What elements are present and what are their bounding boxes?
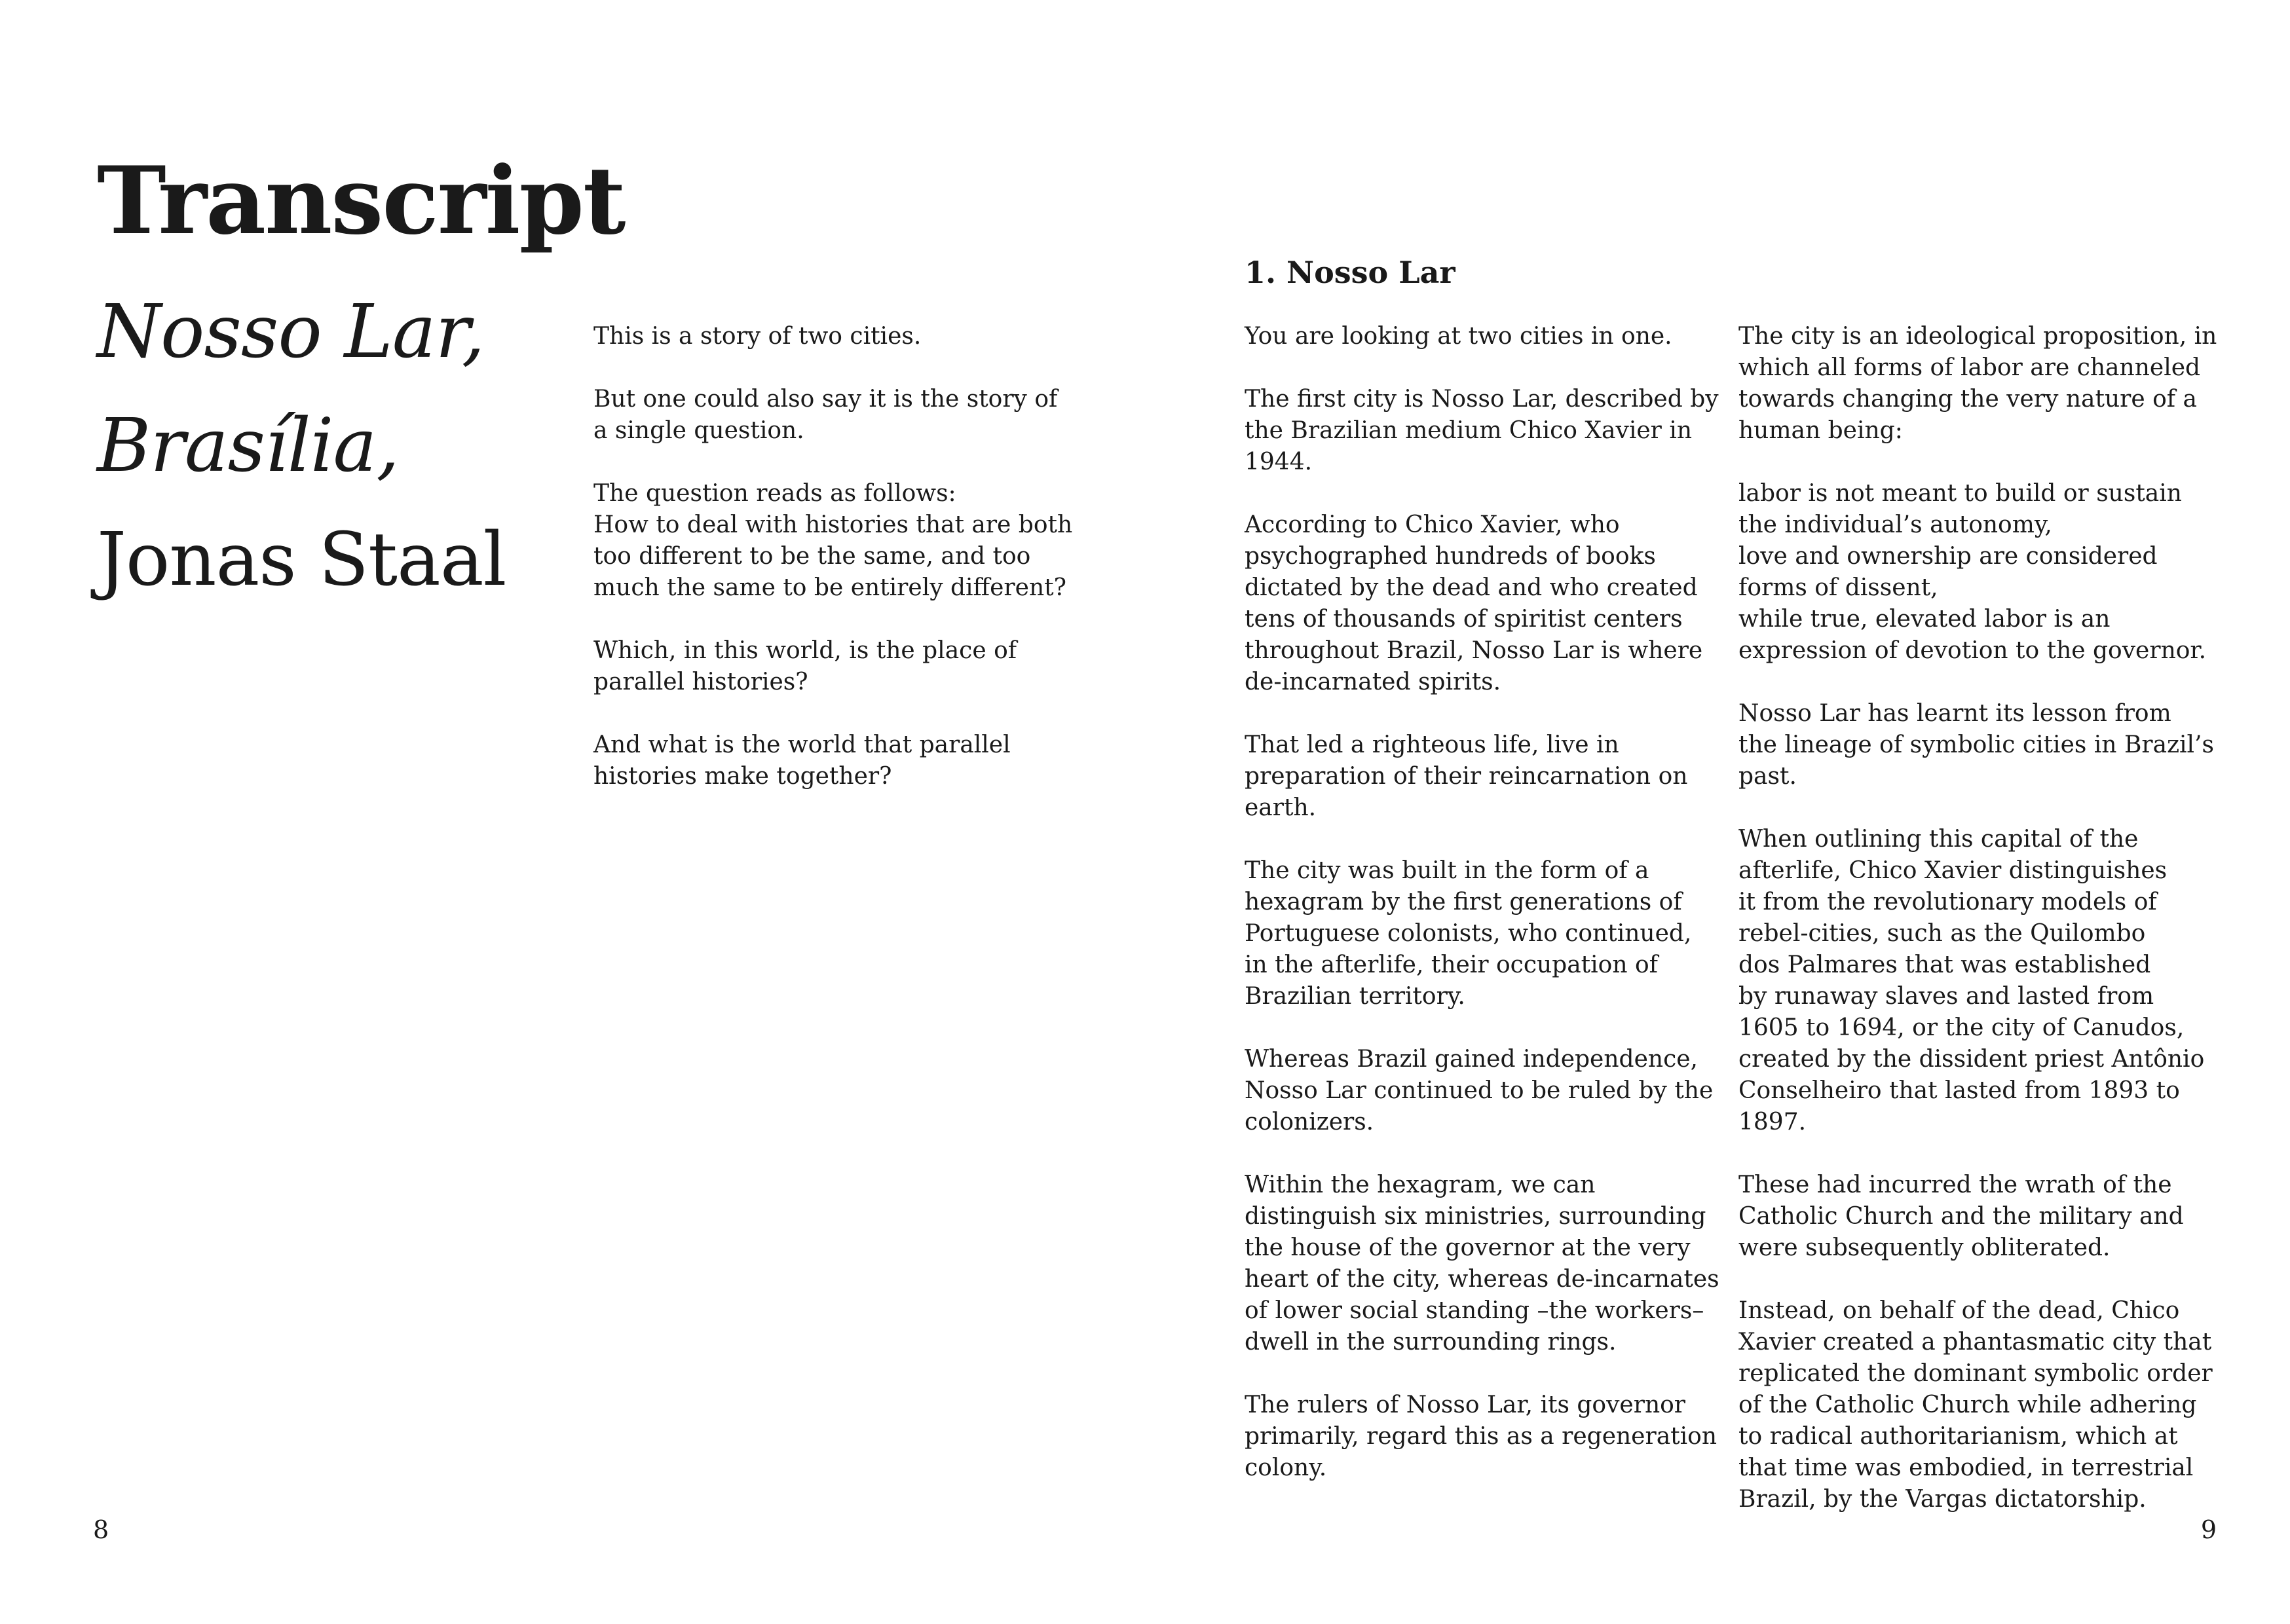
body-paragraph: The city was built in the form of a hexagram by the first generations of Portuguese colonists, who continued, in the afterlife, their occupation of Brazilian territory. [1245, 857, 1692, 1010]
body-paragraph: The city is an ideological proposition, in which all forms of labor are channeled towards changing the very nature of a human being: [1738, 323, 2217, 444]
subtitle-line-nosso-lar: Nosso Lar, [97, 289, 485, 375]
page-number-left: 8 [93, 1515, 109, 1544]
body-paragraph: The rulers of Nosso Lar, its governor primarily, regard this as a regeneration colony. [1245, 1392, 1718, 1481]
body-paragraph: Instead, on behalf of the dead, Chico Xavier created a phantasmatic city that replicated the dominant symbolic order of the Catholic Church while adhering to radical authoritarianism, which at that time was embodied, in terrestrial Brazil, by the Vargas dictatorship. [1738, 1297, 2213, 1513]
intro-paragraph: But one could also say it is the story of a single question. [593, 386, 1058, 444]
body-paragraph: You are looking at two cities in one. [1245, 323, 1672, 350]
intro-paragraph: And what is the world that parallel histories make together? [593, 731, 1011, 790]
body-column-1 [1245, 321, 1729, 1515]
body-paragraph: The first city is Nosso Lar, described by the Brazilian medium Chico Xavier in 1944. [1245, 386, 1719, 475]
body-column-2 [1738, 321, 2223, 1547]
page-title: Transcript [97, 147, 625, 255]
section-heading: 1. Nosso Lar [1245, 255, 1455, 290]
body-paragraph: When outlining this capital of the afterlife, Chico Xavier distinguishes it from the revolutionary models of rebel-cities, such as the Quilombo dos Palmares that was established by runaway slaves and lasted from 1605 to 1694, or the city of Canudos, created by the dissident priest Antônio Conselheiro that lasted from 1893 to 1897. [1738, 826, 2205, 1135]
subtitle [97, 275, 506, 617]
body-paragraph: Whereas Brazil gained independence, Nosso Lar continued to be ruled by the colonizers. [1245, 1046, 1714, 1135]
right-page [1145, 0, 2290, 1624]
body-paragraph: That led a righteous life, live in preparation of their reincarnation on earth. [1245, 731, 1688, 821]
intro-column [593, 321, 1091, 824]
body-paragraph: These had incurred the wrath of the Catholic Church and the military and were subsequently obliterated. [1738, 1172, 2184, 1261]
body-paragraph: labor is not meant to build or sustain the individual’s autonomy, love and ownership are considered forms of dissent, while true, elevated labor is an expression of devotion to the governor. [1738, 480, 2207, 664]
page-number-right: 9 [2200, 1515, 2217, 1544]
intro-paragraph: Which, in this world, is the place of parallel histories? [593, 637, 1017, 695]
subtitle-line-author: Jonas Staal [97, 517, 506, 602]
body-paragraph: Within the hexagram, we can distinguish six ministries, surrounding the house of the governor at the very heart of the city, whereas de-incarnates of lower social standing –the workers– dwell in the surrounding rings. [1245, 1172, 1719, 1356]
body-paragraph: According to Chico Xavier, who psychographed hundreds of books dictated by the dead and who created tens of thousands of spiritist centers throughout Brazil, Nosso Lar is where de-incarnated spirits. [1245, 511, 1703, 695]
body-paragraph: Nosso Lar has learnt its lesson from the lineage of symbolic cities in Brazil’s past. [1738, 700, 2214, 790]
intro-paragraph: The question reads as follows: How to deal with histories that are both too different to be the same, and too much the same to be entirely different? [593, 480, 1073, 601]
subtitle-line-brasilia: Brasília, [97, 403, 399, 489]
intro-paragraph: This is a story of two cities. [593, 323, 922, 350]
